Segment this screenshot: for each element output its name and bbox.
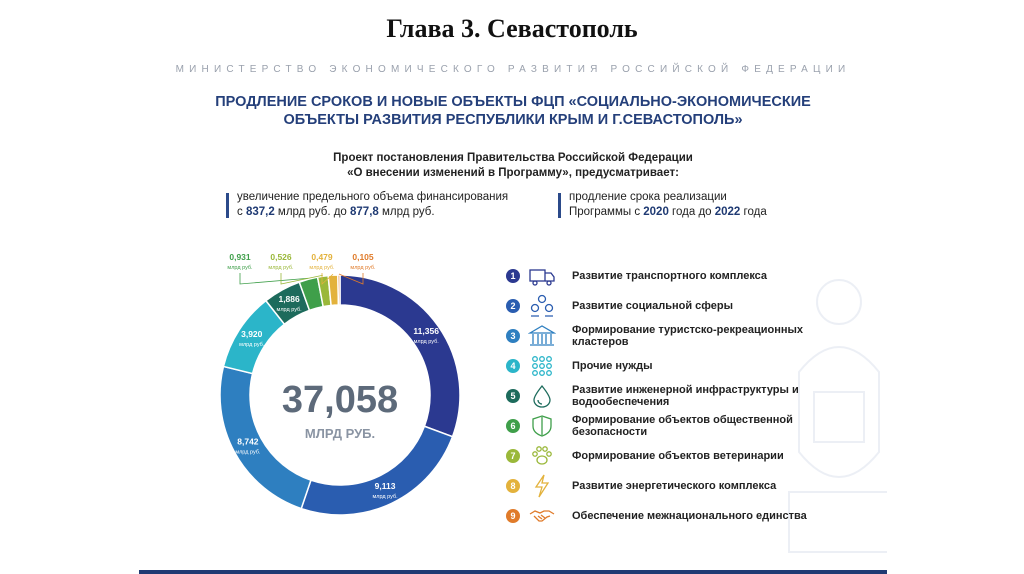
slice-unit-label: млрд руб.	[276, 307, 302, 314]
provision-bar	[558, 193, 561, 218]
slice-unit-label: млрд руб.	[239, 342, 265, 349]
legend-item	[506, 502, 836, 530]
slice-value-label: 11,356	[413, 326, 439, 337]
slice-value-label: 0,931	[229, 252, 251, 262]
slice-unit-label: млрд руб.	[268, 265, 294, 271]
text-fragment: млрд руб. до	[274, 206, 351, 218]
legend-label: Прочие нужды	[572, 360, 653, 372]
provision-deadline-line-2	[569, 205, 767, 220]
slice-value-label: 8,742	[237, 436, 259, 447]
chart-center-unit: МЛРД РУБ.	[304, 426, 376, 441]
text-fragment: года до	[668, 206, 715, 218]
provision-funding-line-2	[237, 205, 508, 220]
slice-value-label: 0,105	[352, 252, 374, 262]
lightning-icon	[528, 474, 556, 498]
water-drop-icon	[528, 384, 556, 408]
legend-item	[506, 412, 836, 440]
project-line-2: «О внесении изменений в Программу», предусматривает:	[347, 167, 679, 179]
slice-unit-label: млрд руб.	[413, 339, 439, 346]
legend-label: Развитие социальной сферы	[572, 300, 733, 312]
legend-label: Развитие транспортного комплекса	[572, 270, 768, 282]
headline-line-1: ПРОДЛЕНИЕ СРОКОВ И НОВЫЕ ОБЪЕКТЫ ФЦП «СОЦИАЛЬНО-ЭКОНОМИЧЕСКИЕ	[215, 94, 811, 110]
legend-item	[506, 352, 836, 380]
legend-number: 5	[506, 389, 520, 403]
dots-grid-icon	[528, 354, 556, 378]
slice-unit-label: млрд руб.	[309, 265, 335, 271]
chart-center-value: 37,058	[281, 379, 399, 421]
donut-slice	[338, 275, 340, 305]
people-icon	[528, 294, 556, 318]
project-line-1: Проект постановления Правительства Российской Федерации	[333, 152, 693, 164]
slice-value-label: 1,886	[278, 294, 300, 305]
paw-icon	[528, 444, 556, 468]
provision-deadline	[558, 190, 767, 220]
legend-number: 6	[506, 419, 520, 433]
legend-label: Развитие энергетического комплекса	[572, 480, 777, 492]
slice-value-label: 0,526	[270, 252, 292, 262]
slide-title: Глава 3. Севастополь	[386, 14, 638, 43]
provision-deadline-line-1: продление срока реализации	[569, 191, 727, 203]
ministry-caption: МИНИСТЕРСТВО ЭКОНОМИЧЕСКОГО РАЗВИТИЯ РОССИЙСКОЙ ФЕДЕРАЦИИ	[175, 64, 851, 75]
legend-label: Развитие инженерной инфраструктуры и водообеспечения	[572, 384, 799, 408]
legend-item	[506, 472, 836, 500]
legend-number: 3	[506, 329, 520, 343]
text-fragment: года	[740, 206, 767, 218]
slice-value-label: 3,920	[241, 329, 263, 340]
legend-number: 9	[506, 509, 520, 523]
funding-to-value: 877,8	[350, 206, 379, 218]
legend-number: 8	[506, 479, 520, 493]
handshake-icon	[528, 504, 556, 528]
text-fragment: Программы с	[569, 206, 644, 218]
headline-line-2: ОБЪЕКТЫ РАЗВИТИЯ РЕСПУБЛИКИ КРЫМ И Г.СЕВАСТОПОЛЬ»	[283, 112, 743, 128]
year-from-value: 2020	[643, 206, 669, 218]
slice-unit-label: млрд руб.	[372, 493, 398, 500]
headline	[139, 93, 887, 129]
legend-number: 4	[506, 359, 520, 373]
slice-value-label: 9,113	[374, 480, 396, 491]
legend-label: Обеспечение межнационального единства	[572, 510, 807, 522]
year-to-value: 2022	[714, 206, 741, 218]
legend-item	[506, 322, 836, 350]
legend-item	[506, 382, 836, 410]
legend-label: Формирование объектов ветеринарии	[572, 450, 784, 462]
legend-number: 1	[506, 269, 520, 283]
legend-label: Формирование объектов общественной безопасности	[572, 414, 793, 438]
slice-value-label: 0,479	[311, 252, 333, 262]
text-fragment: млрд руб.	[378, 206, 435, 218]
legend-label: Формирование туристско-рекреационных кластеров	[572, 324, 804, 348]
project-caption	[139, 151, 887, 181]
truck-icon	[528, 264, 556, 288]
provision-funding-line-1: увеличение предельного объема финансирования	[237, 191, 509, 203]
slice-unit-label: млрд руб.	[235, 449, 261, 456]
legend-item	[506, 262, 836, 290]
slice-unit-label: млрд руб.	[350, 265, 376, 271]
legend-number: 2	[506, 299, 520, 313]
donut-chart	[213, 248, 463, 538]
provision-bar	[226, 193, 229, 218]
legend-number: 7	[506, 449, 520, 463]
provision-funding	[226, 190, 508, 220]
shield-icon	[528, 414, 556, 438]
funding-from-value: 837,2	[245, 206, 275, 218]
building-icon	[528, 324, 556, 348]
infographic-panel	[139, 52, 887, 574]
slice-unit-label: млрд руб.	[227, 265, 253, 271]
legend-item	[506, 292, 836, 320]
text-fragment: с	[237, 206, 246, 218]
legend-item	[506, 442, 836, 470]
panel-bottom-bar	[139, 570, 887, 574]
